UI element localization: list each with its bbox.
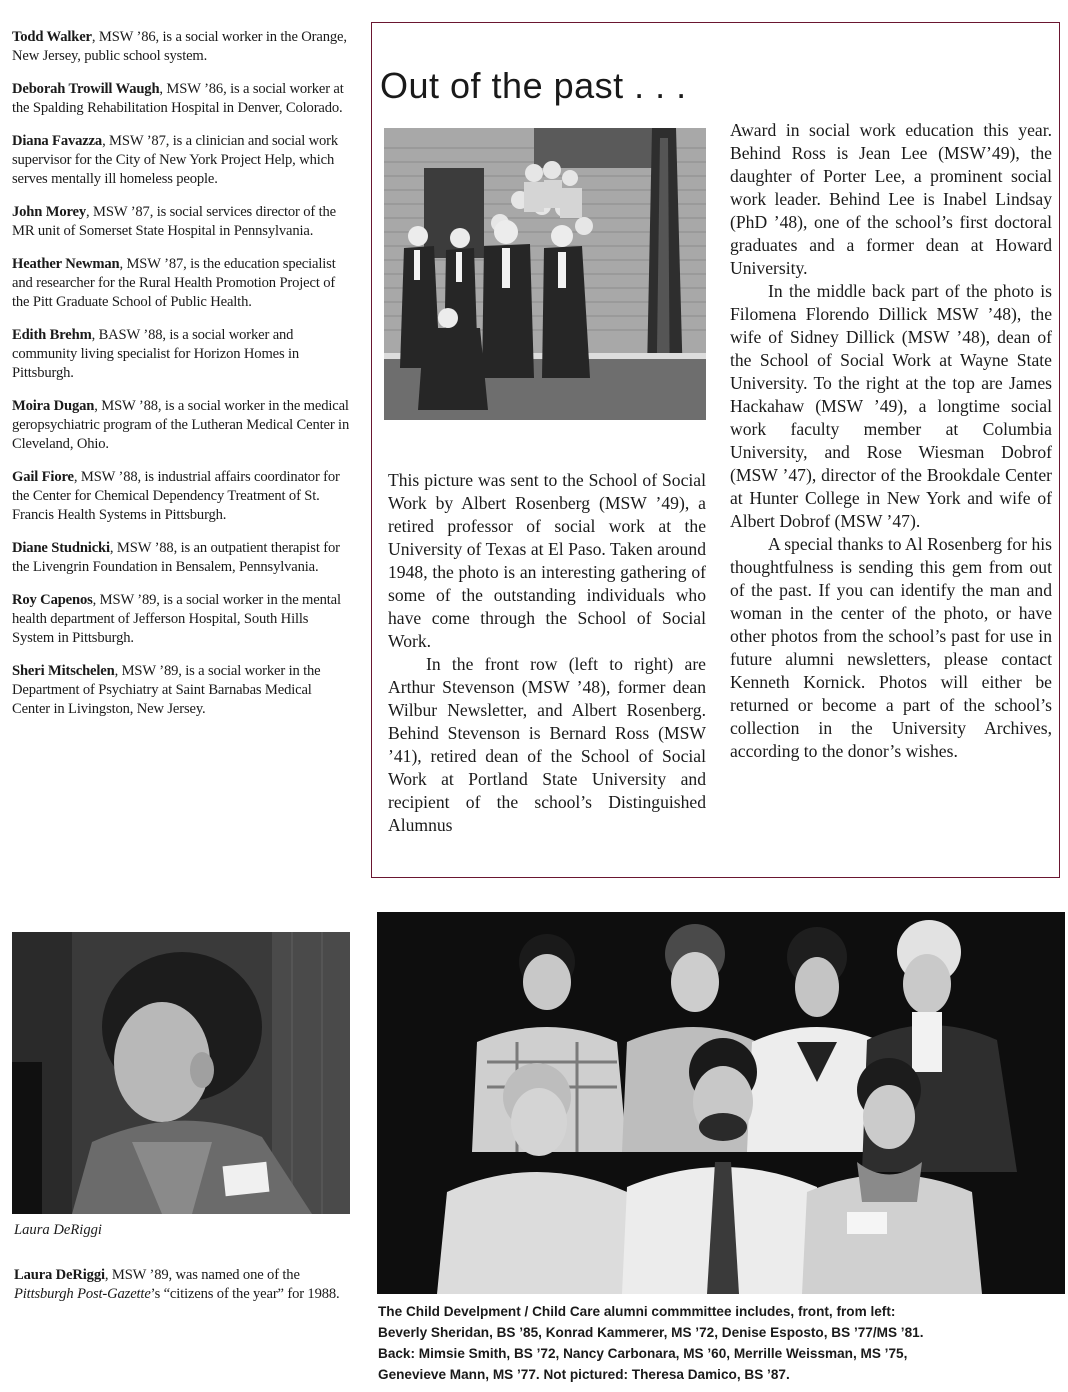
alumni-name: Edith Brehm <box>12 327 92 343</box>
alumni-note-text: , MSW ’88, is an outpatient therapist for the Livengrin Foundation in Bensalem, Pennsylvania. <box>12 540 340 575</box>
alumni-note-text: , MSW ’86, is a social worker at the Spalding Rehabilitation Hospital in Denver, Colorado. <box>12 81 344 116</box>
past-article-column-1 <box>388 469 706 837</box>
committee-caption-line: Beverly Sheridan, BS ’85, Konrad Kammerer, MS ’72, Denise Esposto, BS ’77/MS ’81. <box>378 1325 924 1340</box>
past-paragraph: Award in social work education this year. Behind Ross is Jean Lee (MSW’49), the daughter of Porter Lee, a prominent social work leader. Behind Lee is Inabel Lindsay (PhD ’48), one of the school’s first doctoral graduates and a former dean at Howard University. <box>730 120 1052 278</box>
alumni-name: Roy Capenos <box>12 592 93 608</box>
alumni-note <box>12 539 350 577</box>
alumni-note-text: , MSW ’86, is a social worker in the Orange, New Jersey, public school system. <box>12 29 347 64</box>
out-of-the-past-box <box>371 22 1060 878</box>
alumni-note-text: , MSW ’87, is social services director of the MR unit of Somerset State Hospital in Pennsylvania. <box>12 204 336 239</box>
alumni-note <box>12 468 350 525</box>
alumni-name: John Morey <box>12 204 87 220</box>
alumni-name: Heather Newman <box>12 256 120 272</box>
alumni-name: Diane Studnicki <box>12 540 110 556</box>
alumni-note <box>12 326 350 383</box>
alumni-note <box>12 397 350 454</box>
alumni-notes-column <box>12 28 350 733</box>
alumni-name: Todd Walker <box>12 29 92 45</box>
alumni-note <box>12 662 350 719</box>
committee-photo-caption <box>378 1301 1064 1385</box>
alumni-name: Diana Favazza <box>12 133 103 149</box>
historic-group-photo <box>384 128 706 420</box>
alumni-note-text: , MSW ’89, is a social worker in the mental health department of Jefferson Hospital, South Hills System in Pittsburgh. <box>12 592 341 646</box>
committee-caption-line: Genevieve Mann, MS ’77. Not pictured: Theresa Damico, BS ’87. <box>378 1367 790 1382</box>
alumni-note <box>12 255 350 312</box>
past-article-column-2 <box>730 119 1052 763</box>
alumni-name: Laura DeRiggi <box>14 1267 105 1283</box>
alumni-name: Deborah Trowill Waugh <box>12 81 160 97</box>
laura-note-text: , MSW ’89, was named one of the <box>104 1267 300 1283</box>
alumni-note <box>12 203 350 241</box>
alumni-note-text: , BASW ’88, is a social worker and community living specialist for Horizon Homes in Pittsburgh. <box>12 327 300 381</box>
alumni-note-text: , MSW ’87, is a clinician and social work supervisor for the City of New York Project Help, which serves mentally ill homeless people. <box>12 133 339 187</box>
alumni-name: Sheri Mitschelen <box>12 663 115 679</box>
past-paragraph: In the middle back part of the photo is Filomena Florendo Dillick MSW ’48), the wife of Sidney Dillick (MSW ’48), dean of the School of Social Work at Wayne State University. To the right at the top are James Hackahaw (MSW ’49), a longtime social work faculty member at Columbia University, and Rose Wiesman Dobrof (MSW ’47), director of the Brookdale Center at Hunter College in New York and wife of Albert Dobrof (MSW ’47). <box>730 281 1052 531</box>
alumni-name: Moira Dugan <box>12 398 95 414</box>
laura-deriggi-photo <box>12 932 350 1214</box>
alumni-note <box>12 80 350 118</box>
alumni-note-text: , MSW ’88, is industrial affairs coordinator for the Center for Chemical Dependency Treatment of St. Francis Health Systems in Pittsburgh. <box>12 469 340 523</box>
alumni-note-text: , MSW ’87, is the education specialist and researcher for the Rural Health Promotion Project of the Pitt Graduate School of Public Health. <box>12 256 336 310</box>
alumni-note-text: , MSW ’89, is a social worker in the Department of Psychiatry at Saint Barnabas Medical Center in Livingston, New Jersey. <box>12 663 321 717</box>
past-paragraph: In the front row (left to right) are Arthur Stevenson (MSW ’48), former dean Wilbur Newsletter, and Albert Rosenberg. Behind Stevenson is Bernard Ross (MSW ’41), retired dean of the School of Social Work at Portland State University and recipient of the school’s Distinguished Alumnus <box>388 654 706 835</box>
laura-photo-caption: Laura DeRiggi <box>14 1222 102 1238</box>
alumni-name: Gail Fiore <box>12 469 74 485</box>
past-paragraph: A special thanks to Al Rosenberg for his thoughtfulness is sending this gem from out of the past. If you can identify the man and woman in the center of the photo, or have other photos from the school’s past for use in future alumni newsletters, please contact Kenneth Kornick. Photos will either be returned or become a part of the school’s collection in the University Archives, according to the donor’s wishes. <box>730 534 1052 761</box>
alumni-note <box>12 591 350 648</box>
laura-note <box>14 1266 352 1304</box>
laura-note-text: ’s “citizens of the year” for 1988. <box>150 1286 340 1302</box>
alumni-note <box>12 28 350 66</box>
past-paragraph: This picture was sent to the School of Social Work by Albert Rosenberg (MSW ’49), a retired professor of social work at the University of Texas at El Paso. Taken around 1948, the photo is an interesting gathering of some of the outstanding individuals who have come through the School of Social Work. <box>388 470 706 651</box>
committee-caption-line: The Child Develpment / Child Care alumni commmittee includes, front, from left: <box>378 1304 896 1319</box>
committee-group-photo <box>377 912 1065 1294</box>
alumni-note-text: , MSW ’88, is a social worker in the medical geropsychiatric program of the Lutheran Medical Center in Cleveland, Ohio. <box>12 398 350 452</box>
committee-caption-line: Back: Mimsie Smith, BS ’72, Nancy Carbonara, MS ’60, Merrille Weissman, MS ’75, <box>378 1346 908 1361</box>
past-title: Out of the past . . . <box>380 65 687 106</box>
alumni-note <box>12 132 350 189</box>
newspaper-title: Pittsburgh Post-Gazette <box>14 1286 151 1302</box>
